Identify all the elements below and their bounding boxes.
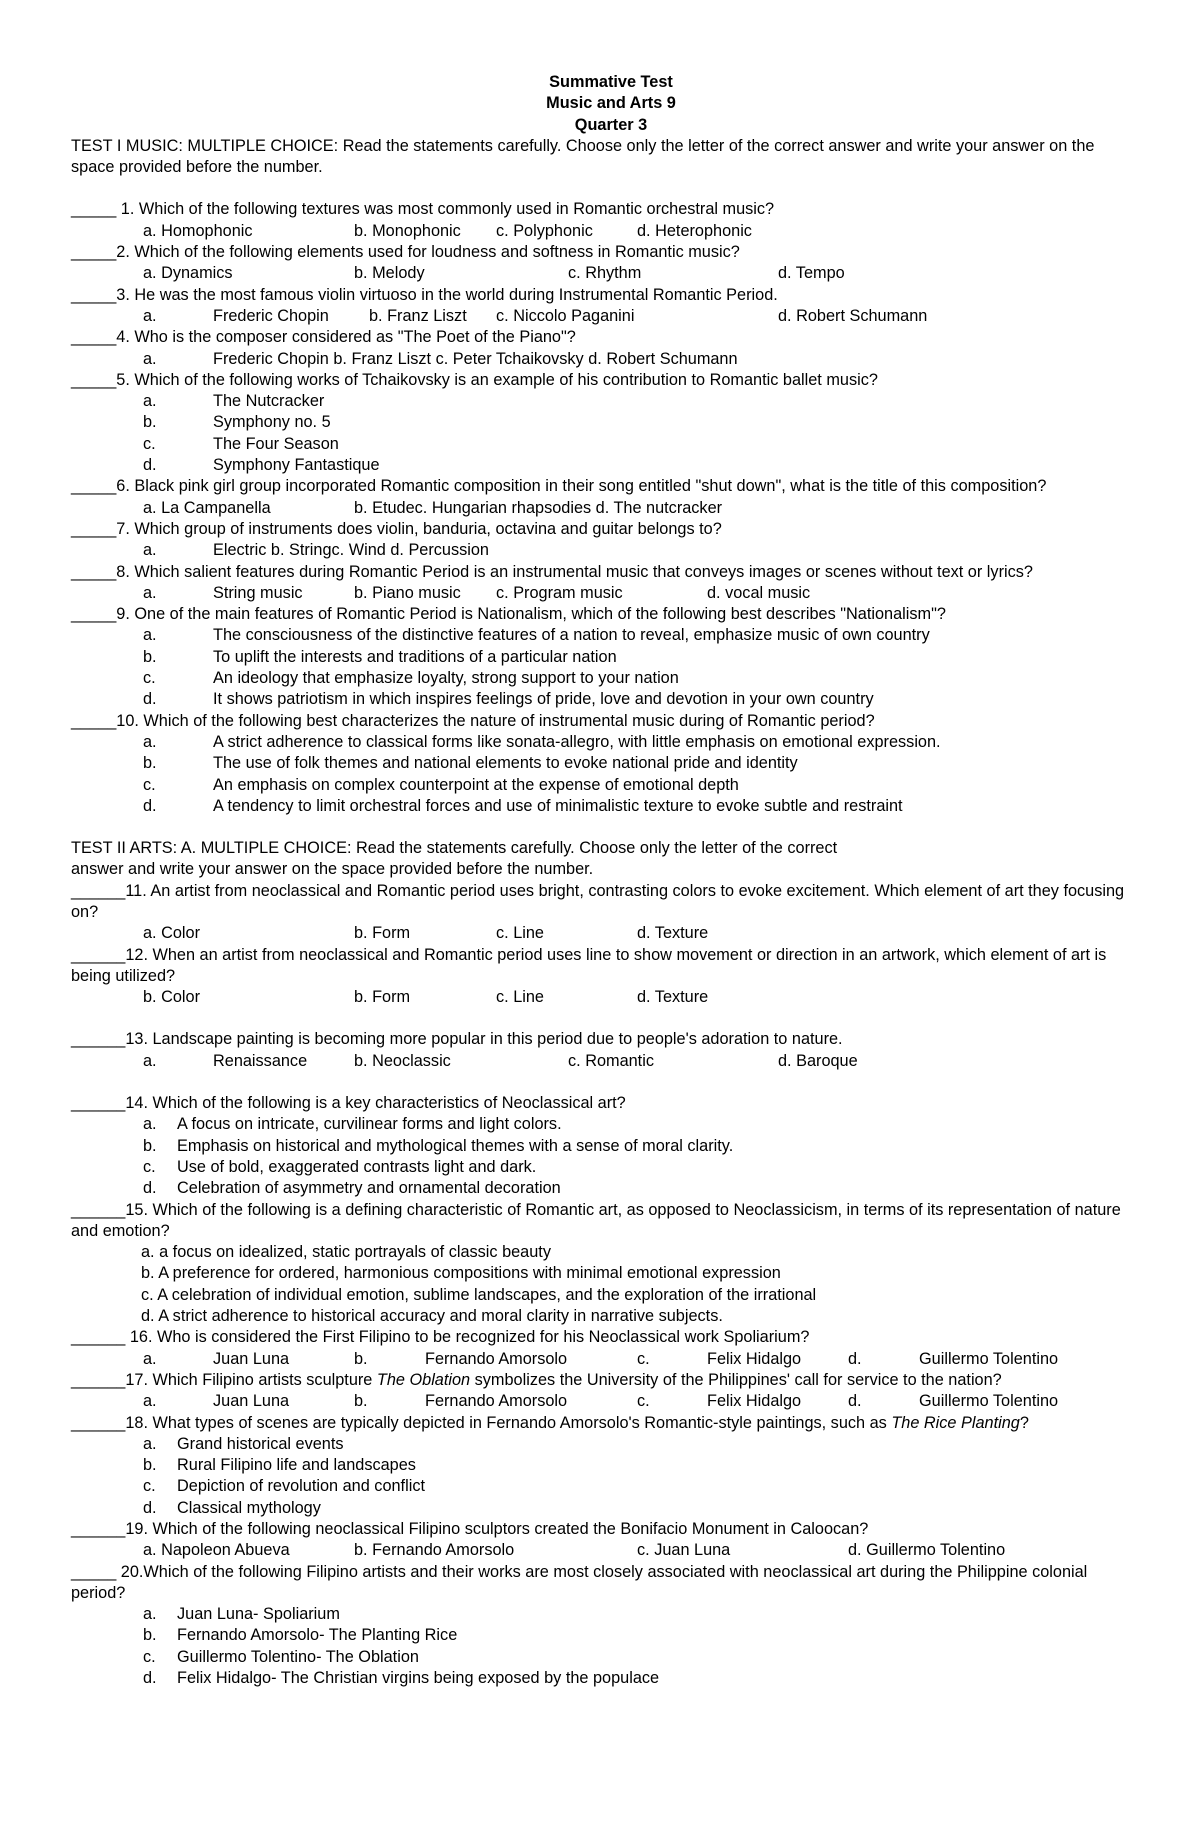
option: c. Program music (496, 583, 623, 602)
option-c: c. Guillermo Tolentino- The Oblation (143, 1647, 419, 1666)
option-letter: d. (848, 1392, 862, 1411)
option-letter: a. (143, 1392, 157, 1411)
options-3 (71, 306, 1131, 327)
option-letter: b. (354, 1392, 368, 1411)
option: Guillermo Tolentino (919, 1392, 1059, 1411)
option: c. Romantic (568, 1051, 654, 1070)
option: d. vocal music (707, 583, 811, 602)
option: Felix Hidalgo (707, 1392, 802, 1411)
options-11 (71, 923, 1131, 944)
question-18: ______18. What types of scenes are typically depicted in Fernando Amorsolo's Romantic-style paintings, such as The Rice Planting? (71, 1413, 1029, 1432)
options-7 (71, 540, 1131, 561)
option: c. Juan Luna (637, 1541, 731, 1560)
question-1: _____ 1. Which of the following textures was most commonly used in Romantic orchestral music? (71, 200, 775, 219)
option: b. Piano music (354, 583, 461, 602)
options-1 (71, 221, 1131, 242)
option-d: d. It shows patriotism in which inspires feelings of pride, love and devotion in your own country (143, 690, 874, 709)
option-b: b. Rural Filipino life and landscapes (143, 1456, 416, 1475)
question-4: _____4. Who is the composer considered as "The Poet of the Piano"? (71, 328, 576, 347)
option-letter: b. (354, 1349, 368, 1368)
option-letter: d. (848, 1349, 862, 1368)
option: b. Form (354, 988, 411, 1007)
option: b. Franz Liszt (369, 306, 467, 325)
option-d: d. Classical mythology (143, 1498, 321, 1517)
question-8: _____8. Which salient features during Romantic Period is an instrumental music that conveys images or scenes without text or lyrics? (71, 562, 1033, 581)
option-d: d. A strict adherence to historical accuracy and moral clarity in narrative subjects. (141, 1307, 723, 1326)
test-subject: Music and Arts 9 (546, 94, 676, 113)
option: b. Fernando Amorsolo (354, 1541, 515, 1560)
question-2: _____2. Which of the following elements used for loudness and softness in Romantic music? (71, 243, 740, 262)
option-b: b. Emphasis on historical and mythological themes with a sense of moral clarity. (143, 1136, 734, 1155)
option-a: a. A focus on intricate, curvilinear forms and light colors. (143, 1115, 562, 1134)
option: d. Texture (637, 988, 709, 1007)
option-b: b. Fernando Amorsolo- The Planting Rice (143, 1626, 458, 1645)
option-letter: a. (143, 1051, 157, 1070)
option-letter: a. (143, 349, 157, 368)
option: b. Etudec. Hungarian rhapsodies d. The nutcracker (354, 498, 723, 517)
option: a. Color (143, 924, 201, 943)
test2-instruction-1: TEST II ARTS: A. MULTIPLE CHOICE: Read the statements carefully. Choose only the letter of the correct (71, 839, 838, 858)
options-16 (71, 1349, 1131, 1370)
question-17: ______17. Which Filipino artists sculpture The Oblation symbolizes the University of the Philippines' call for service to the nation? (71, 1370, 1002, 1389)
test2-instruction-2: answer and write your answer on the space provided before the number. (71, 860, 594, 879)
option-c: c. An ideology that emphasize loyalty, strong support to your nation (143, 669, 679, 688)
option: d. Tempo (778, 264, 845, 283)
options-2 (71, 263, 1131, 284)
question-10: _____10. Which of the following best characterizes the nature of instrumental music during of Romantic period? (71, 711, 875, 730)
question-13: ______13. Landscape painting is becoming more popular in this period due to people's adoration to nature. (71, 1030, 843, 1049)
option: d. Heterophonic (637, 221, 752, 240)
option-a: a. Grand historical events (143, 1434, 344, 1453)
test-title: Summative Test (549, 73, 673, 91)
question-20: _____ 20.Which of the following Filipino artists and their works are most closely associated with neoclassical art during the Philippine colonial period? (71, 1562, 1088, 1602)
option-c: c. Depiction of revolution and conflict (143, 1477, 425, 1496)
option-b: b. Symphony no. 5 (143, 413, 331, 432)
option-letter: c. (637, 1349, 650, 1368)
option-a: a. A strict adherence to classical forms like sonata-allegro, with little emphasis on emotional expression. (143, 732, 941, 751)
options-17 (71, 1391, 1131, 1412)
option-letter: a. (143, 306, 157, 325)
question-12: ______12. When an artist from neoclassical and Romantic period uses line to show movement or direction in an artwork, which element of art is being utilized? (71, 945, 1107, 985)
option: c. Polyphonic (496, 221, 593, 240)
question-19: ______19. Which of the following neoclassical Filipino sculptors created the Bonifacio Monument in Caloocan? (71, 1520, 869, 1538)
option: b. Form (354, 924, 411, 943)
option-c: c. An emphasis on complex counterpoint at the expense of emotional depth (143, 775, 739, 794)
question-5: _____5. Which of the following works of Tchaikovsky is an example of his contribution to Romantic ballet music? (71, 370, 878, 389)
question-9: _____9. One of the main features of Romantic Period is Nationalism, which of the following best describes "Nationalism"? (71, 605, 946, 624)
option-a: a. The Nutcracker (143, 392, 325, 411)
option: Juan Luna (213, 1349, 290, 1368)
option: Renaissance (213, 1051, 308, 1070)
question-15: ______15. Which of the following is a defining characteristic of Romantic art, as opposed to Neoclassicism, in terms of its representation of nature and emotion? (71, 1200, 1121, 1240)
option-a: a. Juan Luna- Spoliarium (143, 1605, 340, 1624)
option: String music (213, 583, 303, 602)
option: Frederic Chopin b. Franz Liszt c. Peter Tchaikovsky d. Robert Schumann (213, 349, 738, 368)
option: Felix Hidalgo (707, 1349, 802, 1368)
question-14: ______14. Which of the following is a key characteristics of Neoclassical art? (71, 1094, 626, 1113)
option: b. Color (143, 988, 201, 1007)
option: d. Robert Schumann (778, 306, 928, 325)
options-4 (71, 349, 1131, 370)
option-letter: c. (637, 1392, 650, 1411)
options-19 (71, 1540, 1131, 1561)
option-d: d. Felix Hidalgo- The Christian virgins being exposed by the populace (143, 1669, 660, 1688)
options-6 (71, 498, 1131, 519)
test1-instruction: TEST I MUSIC: MULTIPLE CHOICE: Read the statements carefully. Choose only the letter of the correct answer and write your answer on the space provided before the number. (71, 136, 1095, 177)
option-a: a. a focus on idealized, static portrayals of classic beauty (141, 1243, 551, 1262)
option: c. Line (496, 988, 544, 1007)
option-d: d. Symphony Fantastique (143, 456, 380, 475)
option: Guillermo Tolentino (919, 1349, 1059, 1368)
option: b. Monophonic (354, 221, 461, 240)
question-3: _____3. He was the most famous violin virtuoso in the world during Instrumental Romantic Period. (71, 285, 778, 304)
options-12 (71, 987, 1131, 1008)
question-6: _____6. Black pink girl group incorporated Romantic composition in their song entitled "shut down", what is the title of this composition? (71, 477, 1047, 496)
option-c: c. Use of bold, exaggerated contrasts light and dark. (143, 1157, 537, 1176)
option: b. Neoclassic (354, 1051, 451, 1070)
option: a. Dynamics (143, 264, 233, 283)
question-7: _____7. Which group of instruments does violin, banduria, octavina and guitar belongs to? (71, 519, 722, 538)
test-document (71, 72, 1131, 1689)
options-13 (71, 1051, 1131, 1072)
option-d: d. A tendency to limit orchestral forces and use of minimalistic texture to evoke subtle and restraint (143, 796, 903, 815)
option: a. Homophonic (143, 221, 253, 240)
option: d. Texture (637, 924, 709, 943)
option-d: d. Celebration of asymmetry and ornamental decoration (143, 1179, 561, 1198)
option-letter: a. (143, 583, 157, 602)
option: Fernando Amorsolo (425, 1392, 568, 1411)
option: d. Baroque (778, 1051, 858, 1070)
option-b: b. To uplift the interests and traditions of a particular nation (143, 647, 617, 666)
option-letter: a. (143, 541, 157, 560)
option-c: c. A celebration of individual emotion, sublime landscapes, and the exploration of the irrational (141, 1285, 817, 1304)
option: c. Line (496, 924, 544, 943)
option: b. Melody (354, 264, 425, 283)
option-a: a. The consciousness of the distinctive features of a nation to reveal, emphasize music of own country (143, 626, 930, 645)
option: Electric b. Stringc. Wind d. Percussion (213, 541, 489, 560)
option-c: c. The Four Season (143, 434, 339, 453)
option: Frederic Chopin (213, 306, 329, 325)
option: Juan Luna (213, 1392, 290, 1411)
option: c. Niccolo Paganini (496, 306, 635, 325)
option-b: b. The use of folk themes and national elements to evoke national pride and identity (143, 754, 798, 773)
header (71, 72, 1131, 136)
question-11: ______11. An artist from neoclassical and Romantic period uses bright, contrasting colors to evoke excitement. Which element of art they focusing on? (71, 881, 1125, 921)
question-16: ______ 16. Who is considered the First Filipino to be recognized for his Neoclassical work Spoliarium? (71, 1328, 810, 1347)
option: c. Rhythm (568, 264, 642, 283)
option: Fernando Amorsolo (425, 1349, 568, 1368)
option: a. Napoleon Abueva (143, 1541, 290, 1560)
options-8 (71, 583, 1131, 604)
option-letter: a. (143, 1349, 157, 1368)
option: a. La Campanella (143, 498, 271, 517)
option-b: b. A preference for ordered, harmonious compositions with minimal emotional expression (141, 1264, 781, 1283)
option: d. Guillermo Tolentino (848, 1541, 1006, 1560)
test-quarter: Quarter 3 (574, 115, 648, 134)
